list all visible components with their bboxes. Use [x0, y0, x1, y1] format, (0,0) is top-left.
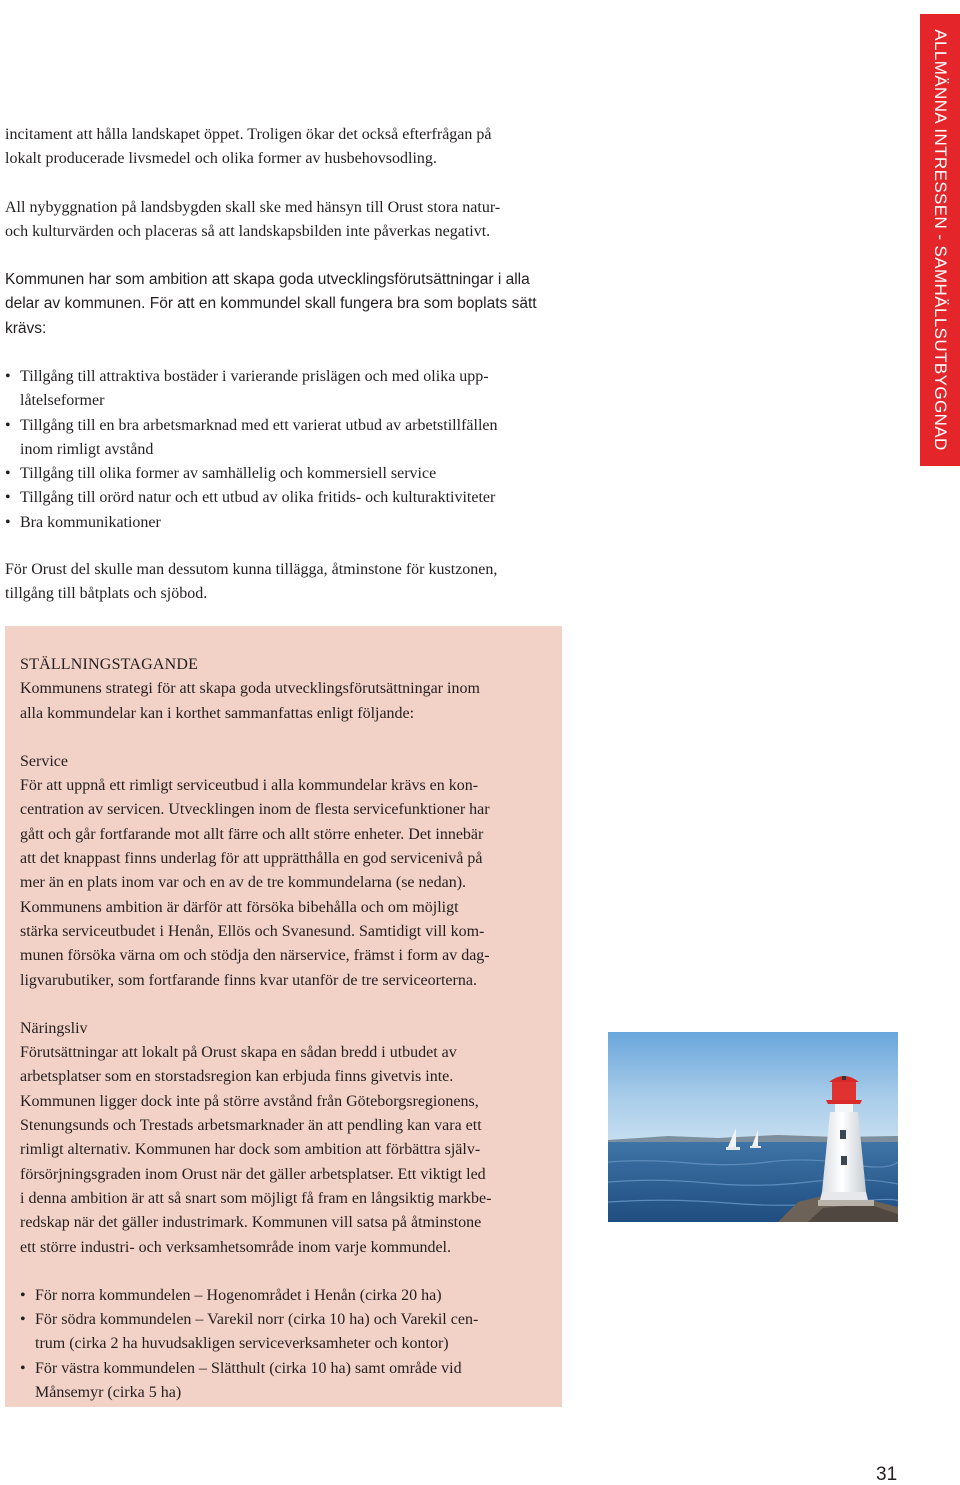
- bullet-icon: •: [5, 416, 11, 434]
- bullet-icon: •: [20, 1286, 26, 1304]
- industrial-areas-list: [20, 1284, 548, 1405]
- list-item: [20, 1308, 548, 1357]
- text-line: För att uppnå ett rimligt serviceutbud i alla kommundelar krävs en kon-: [20, 777, 479, 795]
- bullet-icon: •: [5, 513, 11, 531]
- text-line: stärka serviceutbudet i Henån, Ellös och Svanesund. Samtidigt vill kom-: [20, 922, 485, 940]
- list-item: [20, 1284, 548, 1308]
- text-line: alla kommundelar kan i korthet sammanfattas enligt följande:: [20, 704, 415, 722]
- text-line: ligvarubutiker, som fortfarande finns kvar utanför de tre serviceorterna.: [20, 971, 477, 989]
- bullet-icon: •: [5, 489, 11, 507]
- text-line: För Orust del skulle man dessutom kunna tillägga, åtminstone för kustzonen,: [5, 561, 498, 578]
- text-line: låtelseformer: [20, 392, 105, 410]
- text-line: munen försöka värna om och stödja den närservice, främst i form av dag-: [20, 947, 490, 965]
- bullet-icon: •: [5, 368, 11, 385]
- text-line: Kommunens strategi för att skapa goda utvecklingsförutsättningar inom: [20, 680, 480, 698]
- text-line: centration av servicen. Utvecklingen inom de flesta servicefunktioner har: [20, 801, 490, 819]
- text-line: Tillgång till olika former av samhällelig och kommersiell service: [20, 465, 437, 483]
- orust-note: [5, 558, 567, 607]
- text-line: Kommunens ambition är därför att försöka bibehålla och om möjligt: [20, 898, 459, 916]
- standpoint-box: [5, 626, 562, 1407]
- text-line: Månsemyr (cirka 5 ha): [35, 1384, 182, 1402]
- text-line: att det knappast finns underlag för att upprätthålla en god servicenivå på: [20, 850, 483, 868]
- service-title: Service: [20, 752, 68, 770]
- text-line: Tillgång till orörd natur och ett utbud av olika fritids- och kulturaktiviteter: [20, 489, 496, 507]
- text-line: tillgång till båtplats och sjöbod.: [5, 585, 208, 603]
- text-line: redskap när det gäller industrimark. Kommunen vill satsa på åtminstone: [20, 1214, 482, 1232]
- bullet-icon: •: [5, 465, 11, 483]
- list-item: [5, 365, 567, 414]
- text-line: Tillgång till attraktiva bostäder i varierande prislägen och med olika upp-: [20, 368, 489, 385]
- text-line: krävs:: [5, 319, 47, 337]
- bullet-icon: •: [20, 1311, 26, 1329]
- list-item: [5, 462, 567, 486]
- standpoint-heading: STÄLLNINGSTAGANDE: [20, 656, 199, 673]
- text-line: trum (cirka 2 ha huvudsakligen serviceverksamheter och kontor): [35, 1335, 449, 1353]
- list-item: [5, 414, 567, 463]
- business-paragraph: [20, 1041, 548, 1260]
- page-number: 31: [876, 1464, 898, 1485]
- text-line: lokalt producerade livsmedel och olika former av husbehovsodling.: [5, 150, 437, 168]
- standpoint-intro: [20, 677, 548, 726]
- text-line: rimligt alternativ. Kommunen har dock som ambition att förbättra själv-: [20, 1141, 481, 1159]
- text-line: i denna ambition är att så snart som möjligt få fram en långsiktig markbe-: [20, 1189, 492, 1207]
- lighthouse-photo: [608, 1032, 898, 1222]
- list-item: [5, 511, 567, 535]
- standpoint-content: [20, 653, 548, 1405]
- text-line: För södra kommundelen – Varekil norr (cirka 10 ha) och Varekil cen-: [35, 1311, 479, 1329]
- text-line: ett större industri- och verksamhetsområde inom varje kommundel.: [20, 1238, 451, 1256]
- list-item: [20, 1357, 548, 1406]
- text-line: För norra kommundelen – Hogenområdet i Henån (cirka 20 ha): [35, 1286, 442, 1304]
- text-line: inom rimligt avstånd: [20, 440, 154, 458]
- section-tab: [920, 14, 960, 466]
- text-line: delar av kommunen. För att en kommundel skall fungera bra som boplats sätt: [5, 295, 537, 313]
- text-line: Bra kommunikationer: [20, 513, 161, 531]
- intro-paragraph-1: [5, 123, 567, 172]
- text-line: incitament att hålla landskapet öppet. Troligen ökar det också efterfrågan på: [5, 126, 492, 143]
- text-line: För västra kommundelen – Slätthult (cirka 10 ha) samt område vid: [35, 1359, 462, 1377]
- intro-paragraph-3: [5, 268, 567, 341]
- text-line: mer än en plats inom var och en av de tre kommundelarna (se nedan).: [20, 874, 467, 892]
- text-line: arbetsplatser som en storstadsregion kan erbjuda finns givetvis inte.: [20, 1068, 454, 1086]
- text-line: Kommunen ligger dock inte på större avstånd från Göteborgsregionens,: [20, 1092, 479, 1110]
- text-line: All nybyggnation på landsbygden skall ske med hänsyn till Orust stora natur-: [5, 199, 501, 216]
- business-title: Näringsliv: [20, 1019, 88, 1037]
- text-line: Förutsättningar att lokalt på Orust skapa en sådan bredd i utbudet av: [20, 1044, 457, 1062]
- lighthouse-illustration: [608, 1032, 898, 1222]
- requirements-list: [5, 365, 567, 535]
- text-line: försörjningsgraden inom Orust när det gäller arbetsplatser. Ett viktigt led: [20, 1165, 486, 1183]
- text-line: Tillgång till en bra arbetsmarknad med ett varierat utbud av arbetstillfällen: [20, 416, 498, 434]
- intro-paragraph-2: [5, 196, 567, 245]
- bullet-icon: •: [20, 1359, 26, 1377]
- list-item: [5, 486, 567, 510]
- service-paragraph: [20, 774, 548, 993]
- text-line: Stenungsunds och Trestads arbetsmarknader än att pendling kan vara ett: [20, 1117, 482, 1135]
- text-line: Kommunen har som ambition att skapa goda utvecklingsförutsättningar i alla: [5, 271, 530, 288]
- text-line: gått och går fortfarande mot allt färre och allt större enheter. Det innebär: [20, 825, 484, 843]
- text-line: och kulturvärden och placeras så att landskapsbilden inte påverkas negativt.: [5, 223, 491, 241]
- section-tab-label: ALLMÄNNA INTRESSEN - SAMHÄLLSUTBYGGNAD: [931, 29, 950, 451]
